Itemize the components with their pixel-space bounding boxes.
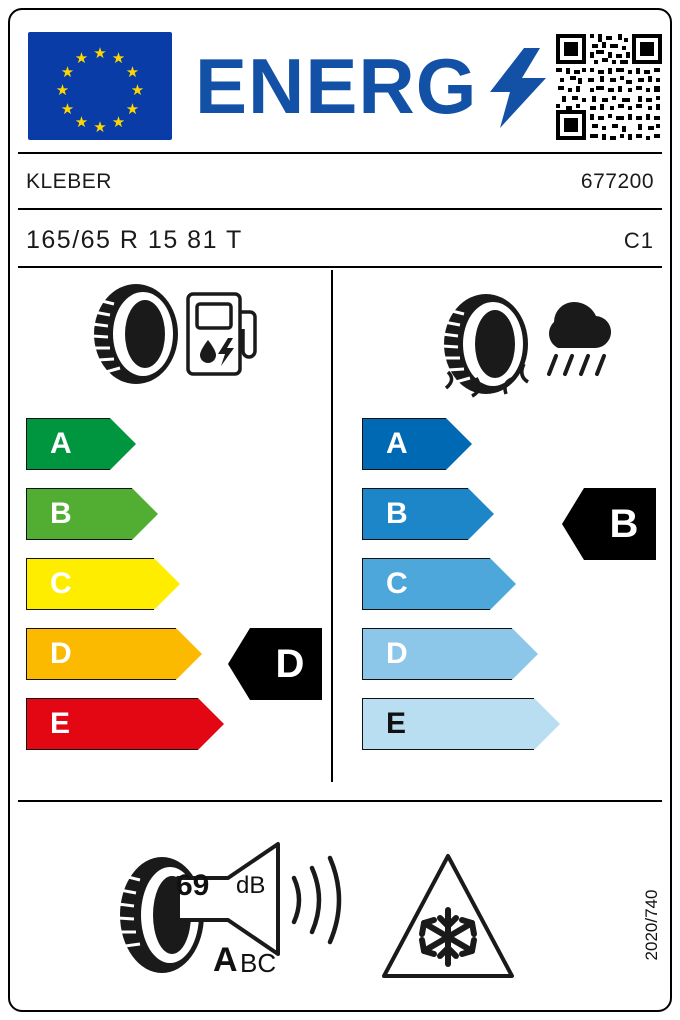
divider-columns bbox=[331, 270, 333, 782]
noise-unit: dB bbox=[236, 872, 266, 899]
regulation-reference bbox=[642, 860, 662, 990]
fuel-selected-letter: D bbox=[275, 642, 305, 686]
wet-grade-letter: C bbox=[386, 567, 408, 600]
fuel-grade-letter: B bbox=[50, 497, 72, 530]
fuel-pump-tire-icon bbox=[88, 282, 268, 387]
fuel-selected-grade bbox=[228, 628, 344, 700]
wet-selected-grade bbox=[562, 488, 678, 560]
noise-class-rest: BC bbox=[240, 948, 277, 978]
divider-size bbox=[18, 266, 662, 268]
qr-code-icon bbox=[556, 34, 662, 140]
page-title: ENERG bbox=[195, 42, 478, 130]
wet-grade-letter: B bbox=[386, 497, 408, 530]
product-code: 677200 bbox=[580, 170, 654, 193]
regulation-text: 2020/740 bbox=[642, 889, 661, 961]
brand-name: KLEBER bbox=[26, 170, 112, 193]
rain-cloud-tire-icon bbox=[428, 282, 618, 402]
fuel-grade-letter: D bbox=[50, 637, 72, 670]
tire-class: C1 bbox=[623, 228, 654, 253]
noise-class-selected: A bbox=[213, 941, 238, 979]
tire-size: 165/65 R 15 81 T bbox=[26, 226, 243, 254]
snowflake-mountain-icon bbox=[378, 848, 518, 988]
divider-brand bbox=[18, 208, 662, 210]
wet-grade-letter: D bbox=[386, 637, 408, 670]
eu-flag-icon: ★ ★ ★ ★ ★ ★ ★ ★ ★ ★ ★ ★ bbox=[28, 32, 172, 140]
fuel-grade-letter: E bbox=[50, 707, 71, 740]
noise-value: 69 bbox=[176, 869, 210, 902]
divider-header bbox=[18, 152, 662, 154]
fuel-grade-letter: C bbox=[50, 567, 72, 600]
fuel-grade-letter: A bbox=[50, 427, 72, 460]
lightning-bolt-icon bbox=[490, 48, 546, 128]
wet-grade-letter: E bbox=[386, 707, 407, 740]
divider-bottom bbox=[18, 800, 662, 802]
label-header bbox=[10, 10, 670, 150]
wet-selected-letter: B bbox=[609, 502, 639, 546]
wet-grade-letter: A bbox=[386, 427, 408, 460]
